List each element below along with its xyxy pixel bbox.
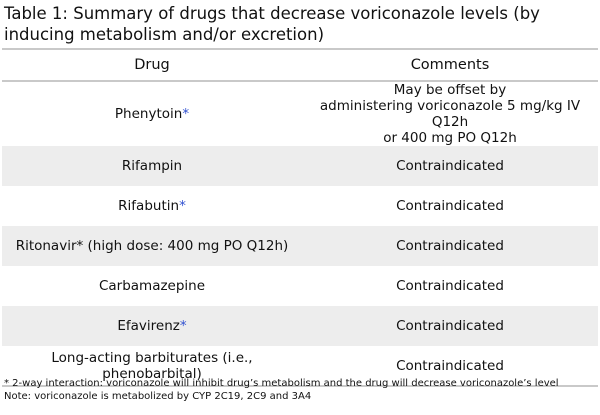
table-caption: Table 1: Summary of drugs that decrease voriconazole levels (by inducing metabolism and/or excretion) (4, 4, 540, 44)
footnote: * 2-way interaction: voriconazole will inhibit drug’s metabolism and the drug will decrease voriconazole’s level (4, 378, 559, 389)
comment-cell: Contraindicated (396, 318, 504, 334)
table-header-row (2, 49, 598, 81)
interaction-mark: * (179, 198, 186, 214)
table-row (2, 146, 598, 186)
drug-name: Carbamazepine (98, 278, 206, 294)
drug-cell (2, 306, 302, 346)
header-comments: Comments (302, 49, 598, 81)
interaction-mark: * (182, 106, 190, 122)
drug-name: Rifampin (121, 158, 183, 174)
table-row (2, 226, 598, 266)
drug-name: Ritonavir* (high dose: 400 mg PO Q12h) (15, 238, 289, 254)
drug-cell (2, 81, 302, 146)
drug-name: Efavirenz (117, 318, 180, 334)
header-drug: Drug (2, 49, 302, 81)
drug-cell (2, 146, 302, 186)
comment-line: or 400 mg PO Q12h (383, 130, 517, 146)
table-row (2, 186, 598, 226)
comment-cell: Contraindicated (396, 357, 504, 374)
table-row (2, 81, 598, 146)
comment-cell (302, 81, 598, 146)
comment-line: administering voriconazole 5 mg/kg IV Q12h (319, 98, 581, 130)
drug-name: Long-acting barbiturates (i.e., phenobarbital) (51, 349, 253, 382)
drug-cell (2, 226, 302, 266)
metabolism-note: Note: voriconazole is metabolized by CYP 2C19, 2C9 and 3A4 (4, 391, 312, 402)
comment-line: May be offset by (393, 82, 507, 98)
comment-cell: Contraindicated (396, 158, 504, 174)
drug-interaction-table (2, 48, 598, 387)
comment-cell: Contraindicated (396, 198, 504, 214)
drug-cell (2, 266, 302, 306)
table-row (2, 306, 598, 346)
comment-cell: Contraindicated (396, 238, 504, 254)
comment-cell: Contraindicated (396, 278, 504, 294)
interaction-mark: * (179, 318, 187, 334)
drug-name: Phenytoin (114, 106, 183, 122)
table-notes (4, 377, 598, 403)
drug-cell (2, 186, 302, 226)
table-row (2, 266, 598, 306)
drug-name: Rifabutin (118, 198, 180, 214)
